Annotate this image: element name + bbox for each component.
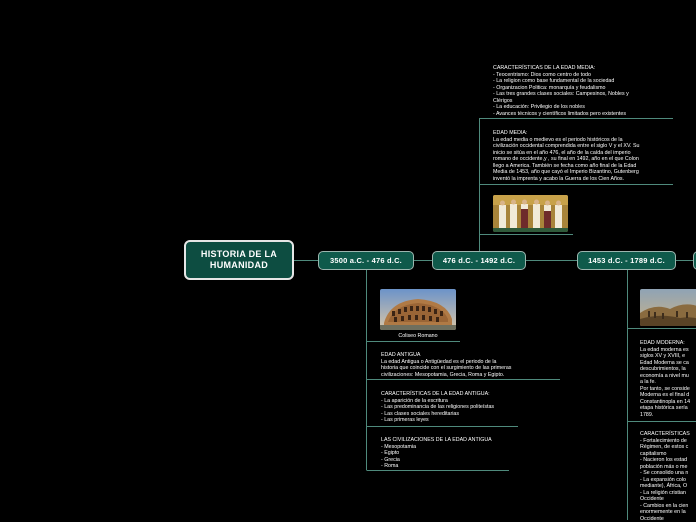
caracteristicas-antigua-text: CARACTERÍSTICAS DE LA EDAD ANTIGUA: - La aparición de la escritura - Las predominancia de las religiones politeístas - Las clases sociales hereditarias - Las primeras leyes [381, 391, 495, 423]
renaissance-painting-image [640, 289, 696, 326]
root-node[interactable] [184, 240, 294, 280]
edad-media-text: EDAD MEDIA: La edad media o medievo es el periodo históricos de la civilización occidental comprendida entre el siglo V y el XV. Su inicio se sitúa en el año 476, el año de la caída del imperio romano de occidente,y , su final en 1492, año en el que Colon llego a America. También se fecha como año final de la Edad Media de 1453, año que cayó el Imperio Bizantino, Gutenberg inventó la imprenta y acabo la Guerra de los Cien Años. [493, 130, 640, 182]
period-node-antigua[interactable] [318, 251, 414, 270]
colosseum-caption: Coliseo Romano [398, 333, 438, 339]
period-label: 1453 d.C. - 1789 d.C. [588, 256, 665, 265]
colosseum-image [380, 289, 456, 330]
civilizaciones-antigua-text: LAS CIVILIZACIONES DE LA EDAD ANTIGUA - Mesopotamia - Egipto - Grecia - Roma [381, 437, 492, 469]
edad-moderna-text: EDAD MODERNA: La edad moderna es siglos XV y XVIII, e Edad Moderna se ca descubrimientos, la economía a nivel mu a la fe. Por tanto, se conside Moderna es el final d Constantinopla en 14 etapa histórica sería 1789. [640, 340, 691, 418]
byzantine-mosaic-image [493, 195, 568, 232]
root-title: HISTORIA DE LA HUMANIDAD [200, 249, 278, 270]
period-node-moderna[interactable] [577, 251, 676, 270]
edad-antigua-text: EDAD ANTIGUA La edad Antigua o Antigüedad es el periodo de la historia que coincide con el surgimiento de las primeras civilizaciones: Mesopotamia, Grecia, Roma y Egipto. [381, 352, 512, 378]
period-label: 3500 a.C. - 476 d.C. [330, 256, 402, 265]
period-label: 476 d.C. - 1492 d.C. [442, 256, 516, 265]
period-node-media[interactable] [432, 251, 526, 270]
caracteristicas-moderna-text: CARACTERÍSTICAS - Fortalecimiento de Régimen, de estos c capitalismo - Nacieron los estad población más o me - Se consolido una n - La expansión colo mediante), África, O - La religión cristian Occidente - Cambios en la cien enormemente en la Occidente [640, 431, 690, 522]
caracteristicas-media-text: CARACTERÍSTICAS DE LA EDAD MEDIA: - Teocentrismo: Dios como centro de todo - La religion como base fundamental de la sociedad - Organizacion Politica: monarquía y feudalismo - Las tres grandes clases sociales: Campesinos, Nobles y Clérigos - La educación: Privilegio de los nobles - Avances técnicos y científicos limitados pero existentes [493, 65, 629, 117]
